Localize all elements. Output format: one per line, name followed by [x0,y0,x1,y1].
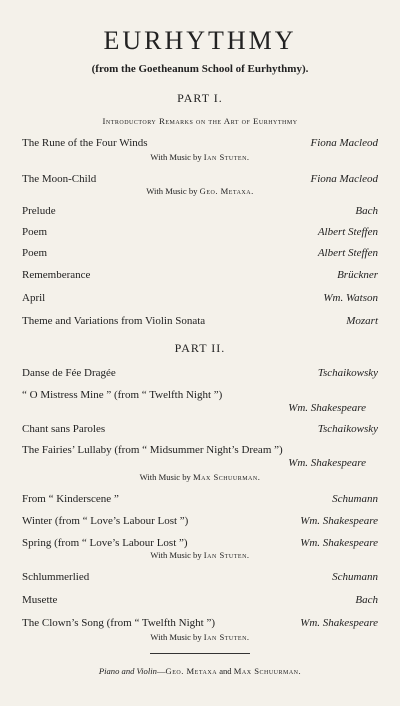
piece-title: From “ Kinderscene ” [22,493,119,505]
music-credit-prefix: With Music by [150,550,202,560]
music-credit-prefix: With Music by [139,472,191,482]
piece-title: The Clown’s Song (from “ Twelfth Night ”) [22,617,216,629]
piece-title: The Moon-Child [22,173,97,185]
programme-item [22,366,378,380]
piece-author: Wm. Watson [323,292,378,304]
piece-title: Prelude [22,205,56,217]
programme-item [22,314,378,328]
performers-label: Piano and Violin [98,666,157,676]
music-credit-name: Max Schuurman. [192,472,261,482]
music-credit [22,152,378,163]
music-credit-name: Geo. Metaxa. [199,186,254,196]
programme-item [22,246,378,260]
part-two-heading: PART II. [174,341,226,355]
piece-author: Wm. Shakespeare [300,537,378,549]
piece-author: Albert Steffen [317,247,378,259]
performers-and: and [219,666,232,676]
performers-dash: — [156,666,166,676]
music-credit [22,472,378,483]
music-credit [22,550,378,561]
piece-title: Poem [22,247,48,259]
programme-title: EURHYTHMY [103,26,297,55]
piece-title: “ O Mistress Mine ” (from “ Twelfth Night ”) [22,389,223,401]
programme-item [22,136,378,150]
programme-item [22,422,378,436]
music-credit [22,632,378,643]
performer-name: Max Schuurman. [233,666,302,676]
piece-author: Albert Steffen [317,226,378,238]
part-one-heading: PART I. [177,91,223,105]
piece-author: Schumann [332,493,378,505]
piece-title: Schlummerlied [22,571,90,583]
piece-title: Poem [22,226,48,238]
piece-title: Theme and Variations from Violin Sonata [22,315,206,327]
programme-subtitle: (from the Goetheanum School of Eurhythmy). [91,63,309,75]
music-credit-prefix: With Music by [150,632,202,642]
piece-author: Bach [355,205,378,217]
introductory-remarks: Introductory Remarks on the Art of Eurhythmy [102,116,298,126]
piece-author: Wm. Shakespeare [288,457,366,469]
piece-author: Fiona Macleod [310,137,378,149]
programme-item [22,514,378,528]
programme-item [22,225,378,239]
programme-item [22,388,378,415]
piece-author: Schumann [332,571,378,583]
piece-title: Musette [22,594,58,606]
piece-title: Winter (from “ Love’s Labour Lost ”) [22,515,189,527]
programme-item [22,616,378,630]
music-credit-name: Ian Stuten. [203,550,250,560]
music-credit-name: Ian Stuten. [203,152,250,162]
piece-title: The Fairies’ Lullaby (from “ Midsummer Night’s Dream ”) [22,444,283,456]
music-credit-prefix: With Music by [146,186,198,196]
programme-item [22,268,378,282]
programme-item [22,204,378,218]
piece-title: Chant sans Paroles [22,423,106,435]
music-credit-name: Ian Stuten. [203,632,250,642]
performers-credit [22,665,378,677]
programme-item [22,570,378,584]
programme-item [22,172,378,186]
piece-title: Spring (from “ Love’s Labour Lost ”) [22,537,188,549]
music-credit [22,186,378,197]
piece-author: Wm. Shakespeare [300,617,378,629]
piece-title: Danse de Fée Dragée [22,367,116,379]
piece-author: Wm. Shakespeare [288,402,366,414]
piece-author: Brückner [337,269,378,281]
programme-item [22,492,378,506]
programme-item [22,443,378,483]
piece-author: Tschaikowsky [317,367,378,379]
programme-item [22,536,378,550]
piece-author: Mozart [346,315,378,327]
piece-author: Bach [355,594,378,606]
piece-title: Rememberance [22,269,91,281]
music-credit-prefix: With Music by [150,152,202,162]
piece-title: The Rune of the Four Winds [22,137,148,149]
programme-item [22,593,378,607]
programme-item [22,291,378,305]
piece-title: April [22,292,46,304]
piece-author: Tschaikowsky [317,423,378,435]
performer-name: Geo. Metaxa [165,666,218,676]
piece-author: Fiona Macleod [310,173,378,185]
divider-rule [150,653,250,654]
piece-author: Wm. Shakespeare [300,515,378,527]
